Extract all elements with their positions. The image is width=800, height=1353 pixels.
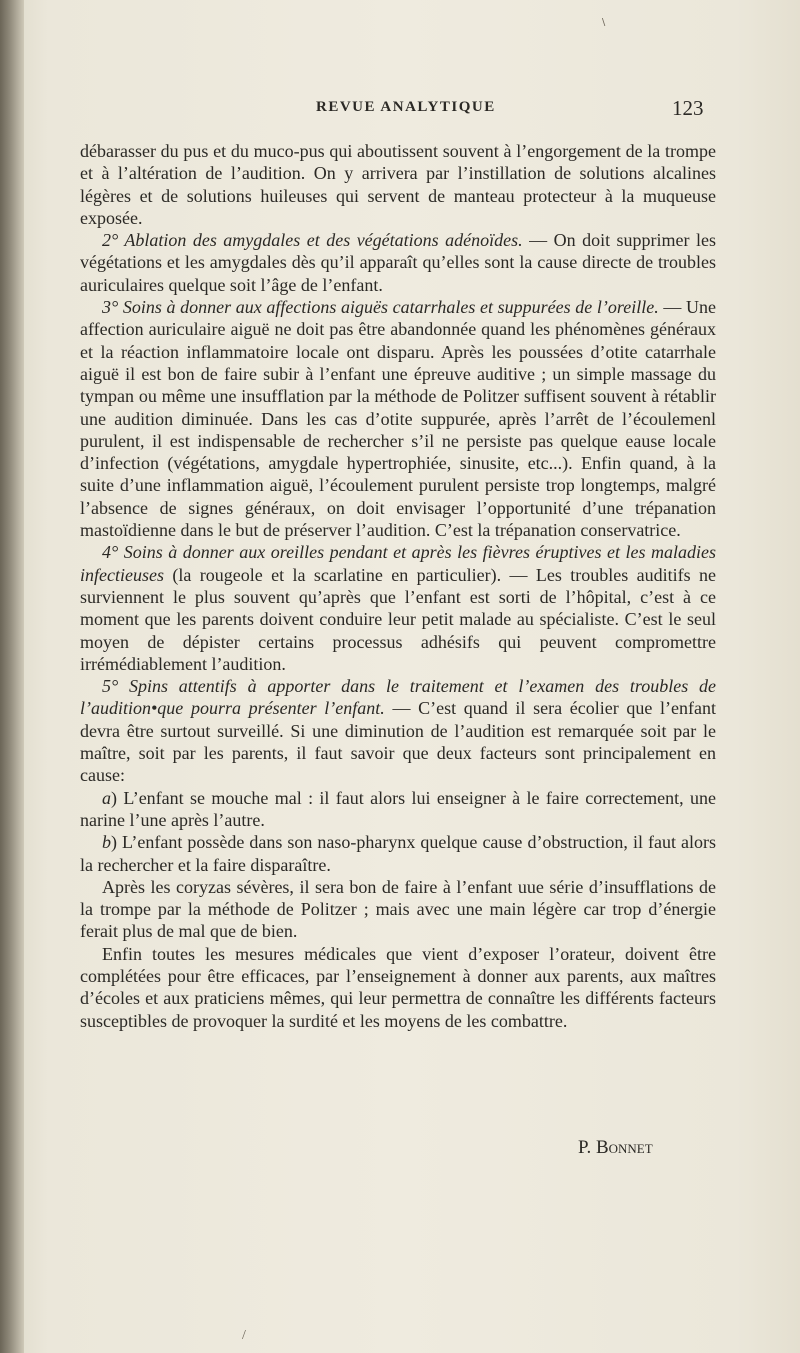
- paragraph-1-text: débarasser du pus et du muco-pus qui aboutissent souvent à l’engorgement de la trompe et à l’altération de l’audition. On y arrivera par l’instillation de solutions alcalines légères et de solutions huileuses qui servent de manteau protecteur à la muqueuse exposée.: [80, 141, 716, 228]
- binding-gutter: [0, 0, 24, 1353]
- paragraph-8-text: Après les coryzas sévères, il sera bon de faire à l’enfant uue série d’insufflations de la trompe par la méthode de Politzer ; mais avec une main légère car trop d’énergie ferait plus de mal que de bien.: [80, 876, 716, 942]
- stray-mark-bottom: /: [242, 1328, 246, 1343]
- item-b-letter: b: [102, 832, 111, 853]
- item-a-text: ) L’enfant se mouche mal : il faut alors lui enseigner à le faire correctement, une narine l’une après l’autre.: [80, 787, 716, 830]
- item-b-text: ) L’enfant possède dans son naso-pharynx quelque cause d’obstruction, il faut alors la rechercher et la faire disparaître.: [80, 832, 716, 875]
- paragraph-8: [80, 876, 716, 943]
- paragraph-b: [80, 831, 716, 876]
- section-5-heading: 5° Spins attentifs à apporter dans le traitement et l’examen des troubles de l’audition•que pourra présenter l’enfant.: [80, 676, 716, 719]
- paragraph-5: [80, 675, 716, 786]
- paragraph-2: [80, 229, 716, 296]
- page-number: 123: [672, 96, 704, 120]
- section-4-heading: 4° Soins à donner aux oreilles pendant et après les fièvres éruptives et les maladies infectieuses: [80, 542, 716, 585]
- author-signature: [578, 1137, 653, 1159]
- stray-mark: ∖: [600, 18, 607, 29]
- author-initial: P.: [578, 1137, 596, 1158]
- section-2-heading: 2° Ablation des amygdales et des végétations adénoïdes.: [102, 230, 523, 251]
- article-body: [80, 140, 716, 1032]
- section-5-text: — C’est quand il sera écolier que l’enfant devra être surtout surveillé. Si une diminution de l’audition est remarquée soit par le maître, soit par les parents, il faut savoir que deux facteurs sont principalement en cause:: [80, 698, 716, 786]
- running-title: REVUE ANALYTIQUE: [316, 99, 496, 115]
- paragraph-9-text: Enfin toutes les mesures médicales que vient d’exposer l’orateur, doivent être complétées pour être efficaces, par l’enseignement à donner aux parents, aux maîtres d’écoles et aux praticiens mêmes, qui leur permettra de connaître les différents facteurs susceptibles de provoquer la surdité et les moyens de les combattre.: [80, 943, 716, 1031]
- author-surname: Bonnet: [595, 1137, 653, 1158]
- section-4-text: (la rougeole et la scarlatine en particulier). — Les troubles auditifs ne surviennent le plus souvent qu’après que l’enfant est sorti de l’hôpital, c’est à ce moment que les parents doivent conduire leur petit malade au spécialiste. C’est le seul moyen de dépister certains processus adhésifs qui peuvent compromettre irrémédiablement l’audition.: [80, 564, 716, 674]
- item-a-letter: a: [102, 787, 111, 808]
- paragraph-a: [80, 787, 716, 832]
- paragraph-1: [80, 140, 716, 229]
- paragraph-3: [80, 296, 716, 541]
- paragraph-4: [80, 541, 716, 675]
- section-2-text: — On doit supprimer les végétations et les amygdales dès qu’il apparaît qu’elles sont la cause directe de troubles auriculaires quelque soit l’âge de l’enfant.: [80, 230, 717, 295]
- section-3-heading: 3° Soins à donner aux affections aiguës catarrhales et suppurées de l’oreille.: [102, 297, 659, 318]
- paragraph-9: [80, 943, 716, 1032]
- section-3-text: — Une affection auriculaire aiguë ne doit pas être abandonnée quand les phénomènes généraux et la réaction inflammatoire locale ont disparu. Après les poussées d’otite catarrhale aiguë il est bon de faire subir à l’enfant une épreuve auditive ; un simple massage du tympan ou même une insufflation par la méthode de Politzer suffisent souvent à rétablir une audition diminuée. Dans les cas d’otite suppurée, après l’arrêt de l’écoulemenl purulent, il est indispensable de rechercher s’il ne persiste pas quelque eause locale d’infection (végétations, amygdale hypertrophiée, sinusite, etc...). Enfin quand, à la suite d’une inflammation aiguë, l’écoulement purulent persiste trop longtemps, malgré l’absence de signes généraux, on doit envisager l’opportunité d’une trépanation mastoïdienne dans le but de préserver l’audition. C’est la trépanation conservatrice.: [80, 297, 716, 541]
